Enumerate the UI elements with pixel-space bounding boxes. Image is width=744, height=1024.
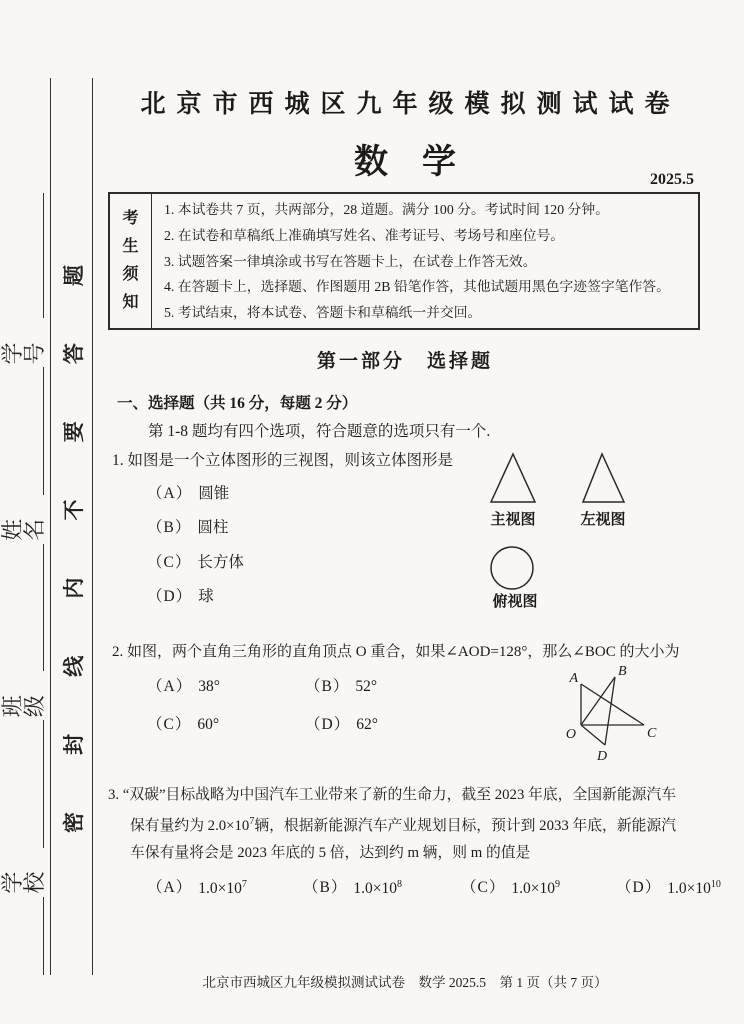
exam-date: 2025.5 [650,171,694,188]
seal-char: 答 [62,343,86,365]
point-label-B: B [618,664,627,679]
notice-item-2: 2. 在试卷和草稿纸上准确填写姓名、准考证号、考场号和座位号。 [164,227,565,243]
paper-title: 北京市西城区九年级模拟测试试卷 [140,91,681,118]
segment-BD [605,677,615,745]
notice-side-cell [110,194,152,328]
point-label-D: D [596,749,608,764]
seal-char: 不 [62,499,86,521]
notice-item-3: 3. 试题答案一律填涂或书写在答题卡上，在试卷上作答无效。 [164,253,537,269]
option-text: 长方体 [197,554,244,571]
option-label: （A） [147,879,193,896]
notice-item-5: 5. 考试结束，将本试卷、答题卡和草稿纸一并交回。 [164,305,482,321]
q3-option-d [616,880,721,897]
left-view-triangle [583,454,624,502]
option-label: （D） [305,716,351,733]
binding-fields-strip [0,193,50,975]
seal-char: 封 [62,733,86,755]
front-view-label: 主视图 [490,512,536,528]
page-footer: 北京市西城区九年级模拟测试试卷 数学 2025.5 第 1 页（共 7 页） [202,975,608,990]
option-value: $1.0\times 10^{10}$ [667,879,721,897]
option-text: 圆锥 [198,485,230,502]
binding-field-student-id: 学号 [0,342,47,365]
subject-title: 数 学 [354,144,456,181]
seal-char: 密 [62,812,86,833]
q1-option-d [147,589,214,605]
option-value: $1.0\times 10^8$ [353,879,402,897]
fill-in-underline [43,193,44,318]
q1-option-a [147,486,229,502]
option-text: 62° [356,716,378,733]
notice-item-1: 1. 本试卷共 7 页，共两部分，28 道题。满分 100 分。考试时间 120 分钟。 [164,202,609,217]
option-text: 60° [197,716,220,733]
option-label: （A） [147,485,193,502]
segment-OD [581,725,605,745]
point-label-O: O [565,727,576,742]
fill-in-underline [43,544,44,671]
exponent: 10 [710,879,721,890]
top-view-circle [491,547,533,589]
q2-triangles-figure [552,658,712,773]
option-value: $1.0\times 10^7$ [198,879,247,897]
question-3-stem-line1: 3. “双碳”目标战略为中国汽车工业带来了新的生命力，截至 2023 年底，全国新能源汽车 [108,787,677,803]
fill-in-underline [43,367,44,494]
option-text: 圆柱 [197,519,229,536]
seal-char: 线 [62,655,86,677]
point-label-A: A [569,671,578,686]
option-label: （D） [147,588,193,605]
front-view-triangle [491,454,535,502]
binding-field-name: 姓名 [0,518,47,541]
binding-field-class: 班级 [0,695,47,718]
option-label: （A） [147,678,193,695]
q3-option-c [461,880,560,897]
seal-line-rule-inner [50,78,51,975]
examinee-notice-box [108,192,700,330]
q2-option-b [305,679,377,695]
part-one-title: 第一部分 选择题 [316,351,493,372]
seal-char: 题 [62,265,86,287]
option-label: （B） [303,879,348,896]
choice-section-note: 第 1-8 题均有四个选项，符合题意的选项只有一个. [148,423,491,440]
exponent: 8 [396,879,402,890]
option-value: $1.0\times 10^9$ [511,879,560,897]
q2-option-d [305,717,378,733]
segment-OB [581,677,615,725]
option-label: （B） [147,519,192,536]
question-1-stem: 1. 如图是一个立体图形的三视图，则该立体图形是 [112,452,454,469]
stem-line2-exponent: 7 [249,816,255,827]
stem-line2-pre: 保有量约为 2.0×10 [130,818,250,834]
q3-option-a [147,880,247,897]
option-text: 球 [198,588,214,605]
left-view-label: 左视图 [580,512,626,528]
seal-line-text [56,265,90,833]
option-label: （C） [147,716,192,733]
q1-option-c [147,555,244,571]
question-3-stem-line3: 车保有量将会是 2023 年底的 5 倍，达到约 m 辆，则 m 的值是 [130,845,531,861]
seal-char: 要 [62,421,86,443]
fill-in-underline [43,897,44,975]
q2-option-a [147,679,220,695]
q1-option-b [147,520,228,536]
question-3-stem-line2 [130,817,676,834]
notice-side-label: 考生须知 [122,210,139,311]
top-view-label: 俯视图 [492,594,538,610]
option-label: （D） [616,879,662,896]
stem-line2-post: 辆，根据新能源汽车产业规划目标，预计到 2033 年底，新能源汽 [254,818,677,834]
option-label: （C） [147,554,192,571]
option-text: 52° [355,678,378,695]
option-text: 38° [198,678,220,695]
q1-three-views-figure [458,438,703,623]
notice-item-4: 4. 在答题卡上，选择题、作图题用 2B 铅笔作答，其他试题用黑色字迹签字笔作答。 [164,279,670,295]
q2-option-c [147,717,219,733]
exponent: 7 [241,879,247,890]
question-2-stem: 2. 如图，两个直角三角形的直角顶点 O 重合，如果∠AOD=128°，那么∠BOC 的大小为 [112,644,680,660]
q3-option-b [303,880,402,897]
seal-line-rule-outer [92,78,93,975]
binding-field-school: 学校 [0,871,47,894]
point-label-C: C [647,726,657,741]
choice-section-title: 一、选择题（共 16 分，每题 2 分） [117,395,358,412]
exponent: 9 [554,879,560,890]
fill-in-underline [43,720,44,847]
notice-items [152,194,698,328]
option-label: （B） [305,678,350,695]
seal-char: 内 [62,577,86,599]
option-label: （C） [461,879,506,896]
